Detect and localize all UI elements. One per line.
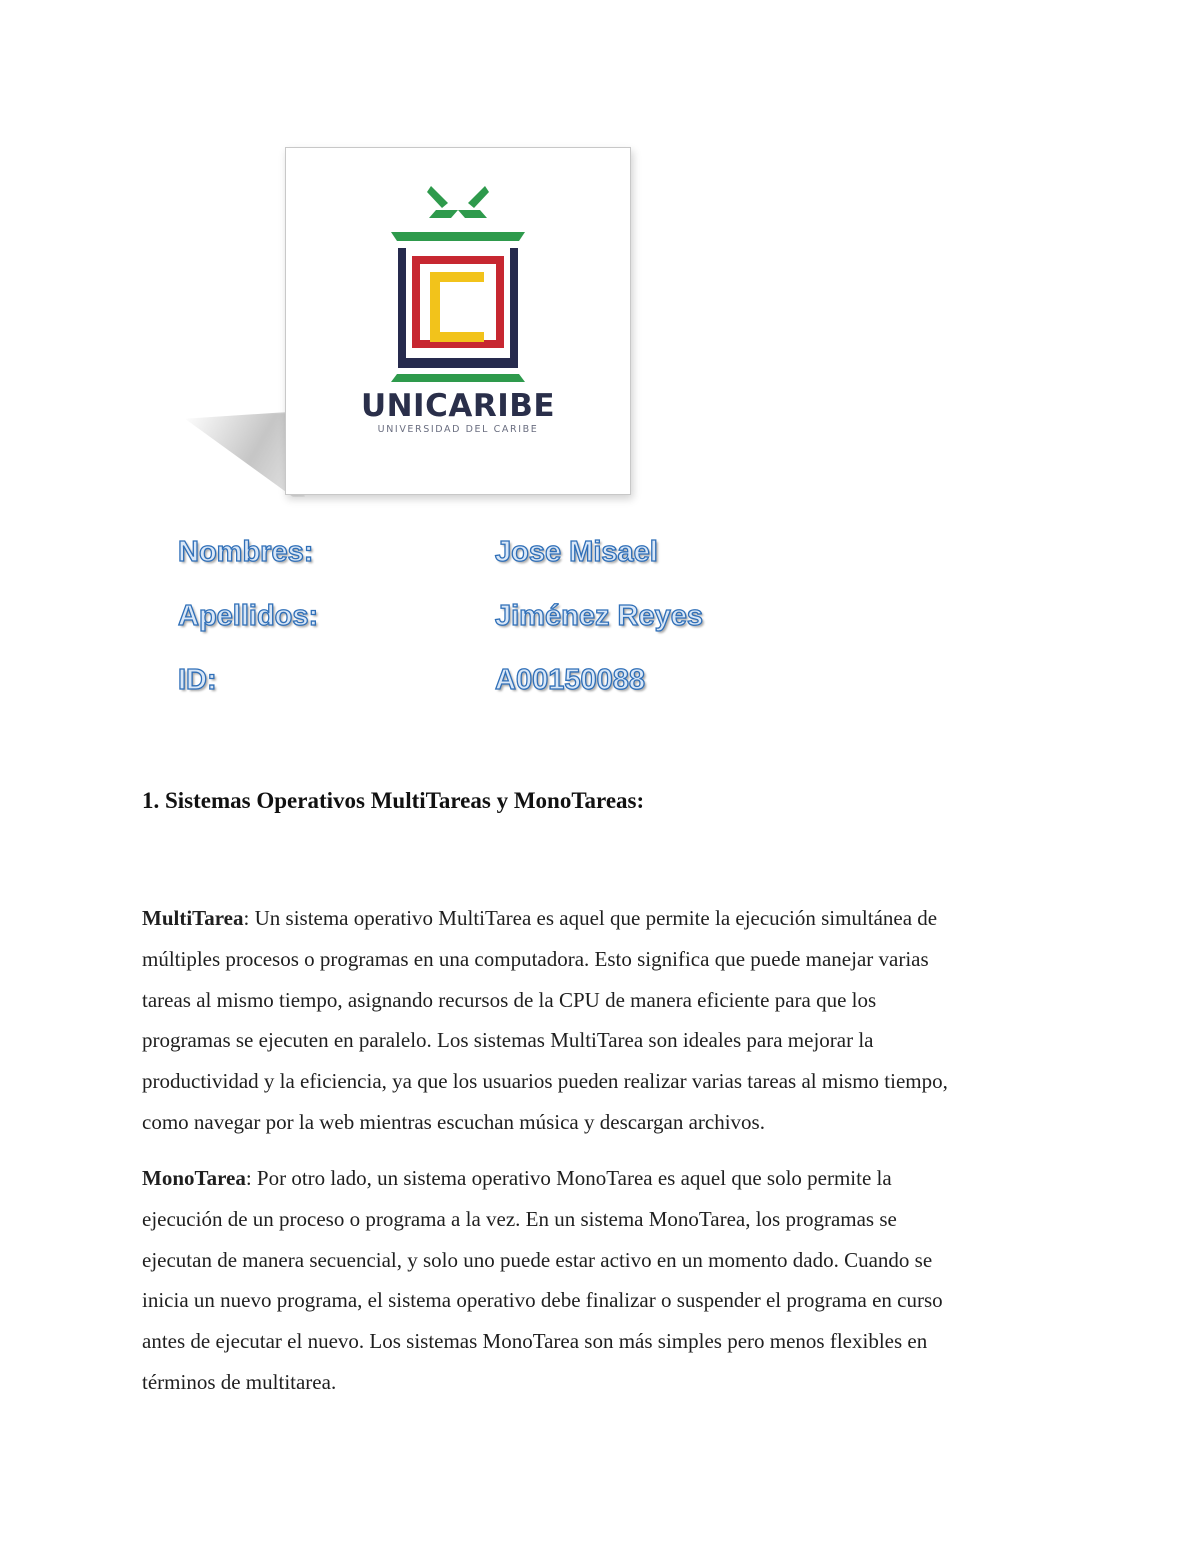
paragraph-line: programas se ejecuten en paralelo. Los sistemas MultiTarea son ideales para mejorar la xyxy=(142,1028,874,1053)
info-value-apellidos: Jiménez Reyes xyxy=(495,600,703,632)
info-value-id: A00150088 xyxy=(495,664,645,696)
paragraph-line: términos de multitarea. xyxy=(142,1369,337,1394)
paragraph-monotarea xyxy=(142,1158,1052,1403)
paragraph-line: antes de ejecutar el nuevo. Los sistemas MonoTarea son más simples pero menos flexibles en xyxy=(142,1329,928,1354)
info-value-nombres: Jose Misael xyxy=(495,536,658,568)
logo-subtitle: UNIVERSIDAD DEL CARIBE xyxy=(377,424,539,435)
paragraph-line xyxy=(142,898,1052,939)
line-text: : Por otro lado, un sistema operativo MonoTarea es aquel que solo permite la xyxy=(245,1166,892,1190)
section-heading: 1. Sistemas Operativos MultiTareas y MonoTareas: xyxy=(142,788,645,813)
line-text: : Un sistema operativo MultiTarea es aquel que permite la ejecución simultánea de xyxy=(243,906,938,930)
paragraph-line: múltiples procesos o programas en una computadora. Esto significa que puede manejar varias xyxy=(142,946,929,971)
term-monotarea: MonoTarea xyxy=(142,1166,246,1190)
info-label-id: ID: xyxy=(178,664,217,696)
info-label-nombres: Nombres: xyxy=(178,536,314,568)
unicaribe-emblem-icon xyxy=(286,148,630,494)
paragraph-line: ejecutan de manera secuencial, y solo uno puede estar activo en un momento dado. Cuando se xyxy=(142,1247,933,1272)
paragraph-line: ejecución de un proceso o programa a la vez. En un sistema MonoTarea, los programas se xyxy=(142,1206,897,1231)
university-logo xyxy=(285,147,631,495)
paragraph-line: productividad y la eficiencia, ya que los usuarios pueden realizar varias tareas al mismo tiempo, xyxy=(142,1069,948,1094)
paragraph-line xyxy=(142,1158,1052,1199)
paragraph-line: tareas al mismo tiempo, asignando recursos de la CPU de manera eficiente para que los xyxy=(142,987,877,1012)
paragraph-multitarea xyxy=(142,898,1052,1143)
logo-wordmark: UNICARIBE xyxy=(360,388,556,424)
term-multitarea: MultiTarea xyxy=(142,906,244,930)
info-label-apellidos: Apellidos: xyxy=(178,600,319,632)
paragraph-line: inicia un nuevo programa, el sistema operativo debe finalizar o suspender el programa en curso xyxy=(142,1288,943,1313)
paragraph-line: como navegar por la web mientras escuchan música y descargan archivos. xyxy=(142,1109,765,1134)
